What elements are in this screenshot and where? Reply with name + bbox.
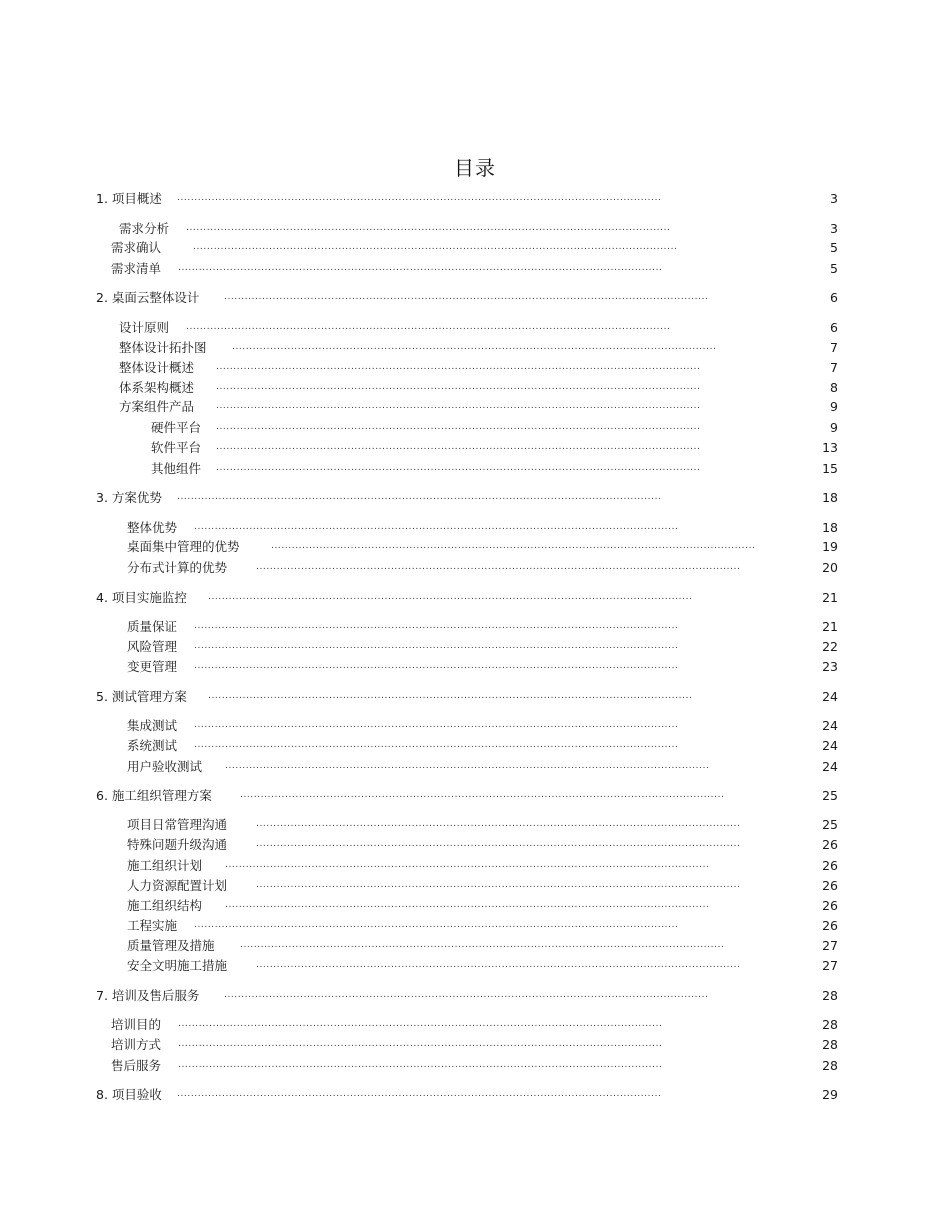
toc-entry[interactable] bbox=[96, 589, 838, 607]
toc-entry-title: 质量管理及措施 bbox=[127, 938, 215, 953]
toc-entry-page-number: 28 bbox=[822, 1058, 838, 1073]
toc-dot-leader: ............................................................................................................................................ bbox=[256, 880, 741, 890]
toc-entry[interactable] bbox=[119, 319, 838, 337]
toc-entry-page-number: 7 bbox=[830, 360, 838, 375]
toc-entry-page-number: 24 bbox=[822, 718, 838, 733]
toc-entry-title: 工程实施 bbox=[127, 918, 178, 933]
toc-entry-page-number: 29 bbox=[822, 1087, 838, 1102]
toc-entry-title: 项目日常管理沟通 bbox=[127, 817, 228, 832]
toc-dot-leader: ............................................................................................................................................ bbox=[186, 223, 671, 233]
toc-entry-page-number: 3 bbox=[830, 191, 838, 206]
toc-entry-page-number: 6 bbox=[830, 290, 838, 305]
toc-entry-page-number: 25 bbox=[822, 817, 838, 832]
toc-dot-leader: ............................................................................................................................................ bbox=[256, 819, 741, 829]
toc-entry-page-number: 9 bbox=[830, 420, 838, 435]
toc-entry-page-number: 25 bbox=[822, 788, 838, 803]
toc-entry-page-number: 26 bbox=[822, 898, 838, 913]
toc-entry[interactable] bbox=[127, 897, 838, 915]
toc-dot-leader: ............................................................................................................................................ bbox=[240, 790, 725, 800]
toc-entry-page-number: 7 bbox=[830, 340, 838, 355]
toc-entry-title: 整体设计拓扑图 bbox=[119, 340, 207, 355]
toc-entry[interactable] bbox=[96, 987, 838, 1005]
toc-entry-title: 1. 项目概述 bbox=[96, 191, 162, 206]
toc-entry-title: 人力资源配置计划 bbox=[127, 878, 228, 893]
toc-dot-leader: ............................................................................................................................................ bbox=[216, 382, 701, 392]
toc-dot-leader: ............................................................................................................................................ bbox=[240, 940, 725, 950]
toc-entry[interactable] bbox=[96, 787, 838, 805]
toc-entry-page-number: 18 bbox=[822, 490, 838, 505]
toc-entry[interactable] bbox=[111, 260, 838, 278]
toc-entry-title: 6. 施工组织管理方案 bbox=[96, 788, 212, 803]
toc-dot-leader: ............................................................................................................................................ bbox=[216, 422, 701, 432]
toc-entry[interactable] bbox=[119, 398, 838, 416]
toc-dot-leader: ............................................................................................................................................ bbox=[194, 920, 679, 930]
toc-entry-title: 需求分析 bbox=[119, 221, 170, 236]
toc-dot-leader: ............................................................................................................................................ bbox=[178, 1019, 663, 1029]
toc-dot-leader: ............................................................................................................................................ bbox=[194, 720, 679, 730]
toc-entry-page-number: 3 bbox=[830, 221, 838, 236]
toc-entry-title: 桌面集中管理的优势 bbox=[127, 539, 240, 554]
toc-dot-leader: ............................................................................................................................................ bbox=[225, 860, 710, 870]
toc-entry-title: 2. 桌面云整体设计 bbox=[96, 290, 200, 305]
toc-dot-leader: ............................................................................................................................................ bbox=[232, 342, 717, 352]
toc-entry-title: 硬件平台 bbox=[151, 420, 202, 435]
toc-dot-leader: ............................................................................................................................................ bbox=[224, 990, 709, 1000]
toc-dot-leader: ............................................................................................................................................ bbox=[224, 292, 709, 302]
toc-entry-title: 体系架构概述 bbox=[119, 380, 195, 395]
toc-entry[interactable] bbox=[127, 519, 838, 537]
toc-entry-title: 系统测试 bbox=[127, 738, 178, 753]
toc-entry[interactable] bbox=[119, 220, 838, 238]
toc-entry-page-number: 13 bbox=[822, 440, 838, 455]
toc-dot-leader: ............................................................................................................................................ bbox=[177, 1089, 662, 1099]
toc-entry-title: 质量保证 bbox=[127, 619, 178, 634]
toc-entry-title: 3. 方案优势 bbox=[96, 490, 162, 505]
toc-dot-leader: ............................................................................................................................................ bbox=[194, 522, 679, 532]
toc-entry[interactable] bbox=[127, 538, 838, 556]
toc-entry-page-number: 5 bbox=[830, 240, 838, 255]
toc-entry-title: 变更管理 bbox=[127, 659, 178, 674]
toc-entry-page-number: 27 bbox=[822, 958, 838, 973]
toc-dot-leader: ............................................................................................................................................ bbox=[256, 839, 741, 849]
toc-entry[interactable] bbox=[127, 758, 838, 776]
toc-entry[interactable] bbox=[127, 737, 838, 755]
toc-entry[interactable] bbox=[151, 460, 838, 478]
toc-entry-page-number: 23 bbox=[822, 659, 838, 674]
toc-entry[interactable] bbox=[111, 239, 838, 257]
toc-dot-leader: ............................................................................................................................................ bbox=[193, 242, 678, 252]
toc-entry-title: 培训目的 bbox=[111, 1017, 162, 1032]
toc-entry-page-number: 26 bbox=[822, 858, 838, 873]
toc-entry-title: 用户验收测试 bbox=[127, 759, 203, 774]
toc-entry[interactable] bbox=[127, 559, 838, 577]
toc-entry[interactable] bbox=[96, 289, 838, 307]
toc-entry[interactable] bbox=[111, 1036, 838, 1054]
toc-entry-page-number: 15 bbox=[822, 461, 838, 476]
toc-entry-title: 施工组织结构 bbox=[127, 898, 203, 913]
toc-entry-title: 其他组件 bbox=[151, 461, 202, 476]
toc-entry-page-number: 5 bbox=[830, 261, 838, 276]
toc-entry[interactable] bbox=[127, 658, 838, 676]
toc-entry-page-number: 20 bbox=[822, 560, 838, 575]
toc-dot-leader: ............................................................................................................................................ bbox=[216, 362, 701, 372]
toc-entry-title: 整体优势 bbox=[127, 520, 178, 535]
toc-entry-page-number: 24 bbox=[822, 759, 838, 774]
toc-dot-leader: ............................................................................................................................................ bbox=[186, 322, 671, 332]
toc-entry-title: 风险管理 bbox=[127, 639, 178, 654]
toc-entry[interactable] bbox=[96, 688, 838, 706]
toc-entry-page-number: 28 bbox=[822, 988, 838, 1003]
toc-entry-title: 设计原则 bbox=[119, 320, 170, 335]
toc-dot-leader: ............................................................................................................................................ bbox=[216, 401, 701, 411]
toc-entry-page-number: 28 bbox=[822, 1037, 838, 1052]
toc-entry[interactable] bbox=[127, 857, 838, 875]
toc-entry-title: 特殊问题升级沟通 bbox=[127, 837, 228, 852]
toc-entry-page-number: 18 bbox=[822, 520, 838, 535]
toc-entry-title: 8. 项目验收 bbox=[96, 1087, 162, 1102]
toc-entry-page-number: 28 bbox=[822, 1017, 838, 1032]
toc-dot-leader: ............................................................................................................................................ bbox=[194, 740, 679, 750]
toc-entry[interactable] bbox=[127, 937, 838, 955]
toc-entry[interactable] bbox=[96, 1086, 838, 1104]
toc-entry[interactable] bbox=[127, 917, 838, 935]
toc-entry-page-number: 6 bbox=[830, 320, 838, 335]
toc-entry-page-number: 19 bbox=[822, 539, 838, 554]
toc-entry-page-number: 21 bbox=[822, 590, 838, 605]
toc-entry-title: 软件平台 bbox=[151, 440, 202, 455]
toc-entry-page-number: 8 bbox=[830, 380, 838, 395]
toc-entry[interactable] bbox=[96, 489, 838, 507]
toc-dot-leader: ............................................................................................................................................ bbox=[208, 592, 693, 602]
toc-entry[interactable] bbox=[119, 359, 838, 377]
toc-dot-leader: ............................................................................................................................................ bbox=[177, 193, 662, 203]
toc-dot-leader: ............................................................................................................................................ bbox=[256, 562, 741, 572]
toc-dot-leader: ............................................................................................................................................ bbox=[216, 463, 701, 473]
toc-entry[interactable] bbox=[127, 816, 838, 834]
toc-dot-leader: ............................................................................................................................................ bbox=[194, 641, 679, 651]
toc-entry-title: 集成测试 bbox=[127, 718, 178, 733]
toc-dot-leader: ............................................................................................................................................ bbox=[216, 442, 701, 452]
toc-dot-leader: ............................................................................................................................................ bbox=[271, 541, 756, 551]
toc-entry-title: 方案组件产品 bbox=[119, 399, 195, 414]
toc-entry-title: 需求确认 bbox=[111, 240, 162, 255]
toc-entry[interactable] bbox=[96, 190, 838, 208]
toc-entry[interactable] bbox=[127, 618, 838, 636]
toc-entry[interactable] bbox=[127, 877, 838, 895]
toc-entry[interactable] bbox=[119, 379, 838, 397]
toc-entry-title: 4. 项目实施监控 bbox=[96, 590, 187, 605]
toc-dot-leader: ............................................................................................................................................ bbox=[194, 621, 679, 631]
toc-entry[interactable] bbox=[127, 957, 838, 975]
toc-entry[interactable] bbox=[111, 1016, 838, 1034]
toc-entry-title: 施工组织计划 bbox=[127, 858, 203, 873]
toc-entry-title: 分布式计算的优势 bbox=[127, 560, 228, 575]
toc-entry-page-number: 27 bbox=[822, 938, 838, 953]
toc-dot-leader: ............................................................................................................................................ bbox=[225, 761, 710, 771]
toc-entry-page-number: 24 bbox=[822, 738, 838, 753]
toc-entry[interactable] bbox=[127, 836, 838, 854]
toc-entry-page-number: 21 bbox=[822, 619, 838, 634]
toc-entry[interactable] bbox=[127, 638, 838, 656]
toc-entry-title: 7. 培训及售后服务 bbox=[96, 988, 200, 1003]
toc-entry[interactable] bbox=[119, 339, 838, 357]
toc-entry-title: 整体设计概述 bbox=[119, 360, 195, 375]
toc-entry-title: 5. 测试管理方案 bbox=[96, 689, 187, 704]
toc-dot-leader: ............................................................................................................................................ bbox=[177, 492, 662, 502]
toc-dot-leader: ............................................................................................................................................ bbox=[225, 900, 710, 910]
toc-entry[interactable] bbox=[151, 419, 838, 437]
toc-entry-title: 售后服务 bbox=[111, 1058, 162, 1073]
toc-entry[interactable] bbox=[127, 717, 838, 735]
toc-entry-page-number: 26 bbox=[822, 878, 838, 893]
toc-entry-title: 安全文明施工措施 bbox=[127, 958, 228, 973]
toc-dot-leader: ............................................................................................................................................ bbox=[178, 1039, 663, 1049]
toc-dot-leader: ............................................................................................................................................ bbox=[178, 1060, 663, 1070]
toc-dot-leader: ............................................................................................................................................ bbox=[256, 960, 741, 970]
toc-entry-page-number: 22 bbox=[822, 639, 838, 654]
toc-entry-page-number: 26 bbox=[822, 918, 838, 933]
toc-entry-title: 需求清单 bbox=[111, 261, 162, 276]
toc-dot-leader: ............................................................................................................................................ bbox=[208, 691, 693, 701]
toc-entry-title: 培训方式 bbox=[111, 1037, 162, 1052]
page-title: 目录 bbox=[454, 156, 496, 180]
toc-entry-page-number: 26 bbox=[822, 837, 838, 852]
toc-entry[interactable] bbox=[111, 1057, 838, 1075]
toc-dot-leader: ............................................................................................................................................ bbox=[178, 263, 663, 273]
toc-entry-page-number: 24 bbox=[822, 689, 838, 704]
toc-entry-page-number: 9 bbox=[830, 399, 838, 414]
toc-entry[interactable] bbox=[151, 439, 838, 457]
toc-dot-leader: ............................................................................................................................................ bbox=[194, 661, 679, 671]
